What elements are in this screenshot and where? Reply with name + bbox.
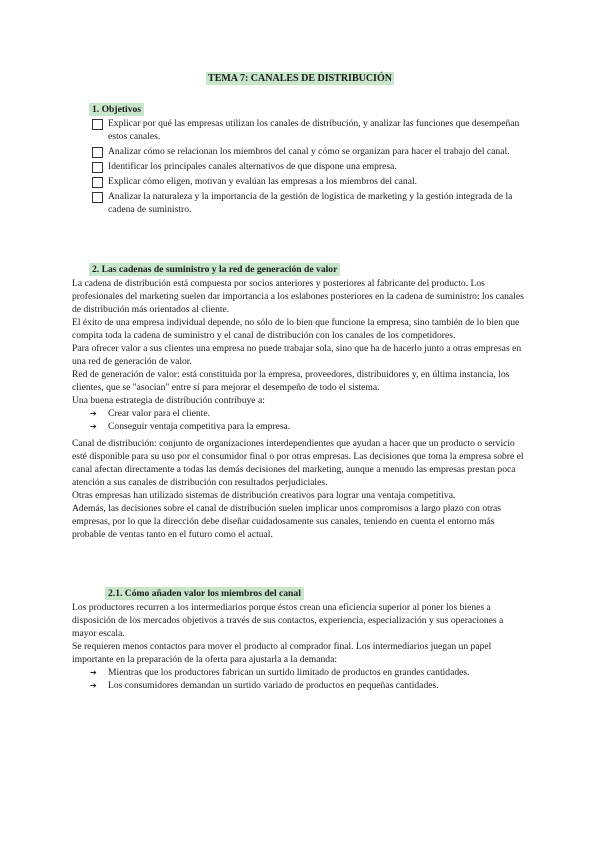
checkbox-icon[interactable]	[92, 147, 103, 158]
section2-body	[72, 277, 528, 433]
paragraph: Red de generación de valor: está constituida por la empresa, proveedores, distribuidores y, en última instancia, los clientes, que se "asocian" entre sí para mejorar el desempeño de todo el sistema.	[72, 369, 510, 393]
bullet-list	[72, 407, 528, 433]
page-title: TEMA 7: CANALES DE DISTRIBUCIÓN	[208, 73, 392, 84]
list-item: ➔ Mientras que los productores fabrican un surtido limitado de productos en grandes cantidades.	[90, 667, 470, 678]
checkbox-icon[interactable]	[92, 162, 103, 173]
checkbox-icon[interactable]	[92, 177, 103, 188]
list-item: ➔ Conseguir ventaja competitiva para la empresa.	[90, 421, 291, 432]
section-heading-objetivos: 1. Objetivos	[89, 103, 144, 116]
checklist-item: Analizar la naturaleza y la importancia de la gestión de logística de marketing y la gestión integrada de la cadena de suministro.	[90, 190, 520, 216]
checkbox-icon[interactable]	[92, 119, 103, 130]
paragraph: La cadena de distribución está compuesta por socios anteriores y posteriores al fabricante del producto. Los profesionales del marketing suelen dar importancia a los eslabones posteriores en la cadena de suministro: los canales de distribución más orientados al cliente.	[72, 278, 524, 315]
list-item: ➔ Los consumidores demandan un surtido variado de productos en pequeñas cantidades.	[90, 680, 439, 691]
subsection-heading-valor: 2.1. Cómo añaden valor los miembros del canal	[105, 587, 304, 600]
checklist-item: Explicar por qué las empresas utilizan los canales de distribución, y analizar las funciones que desempeñan estos canales.	[90, 117, 520, 143]
checkbox-icon[interactable]	[92, 192, 103, 203]
objectives-checklist	[90, 117, 520, 218]
arrow-right-icon: ➔	[90, 409, 97, 418]
checklist-item: Identificar los principales canales alternativos de que dispone una empresa.	[90, 160, 520, 173]
bullet-list	[72, 666, 528, 692]
arrow-right-icon: ➔	[90, 668, 97, 677]
checklist-item: Explicar cómo eligen, motivan y evalúan las empresas a los miembros del canal.	[90, 175, 520, 188]
list-item: ➔ Crear valor para el cliente.	[90, 408, 211, 419]
section-heading-cadenas: 2. Las cadenas de suministro y la red de generación de valor	[89, 263, 340, 276]
paragraph: Para ofrecer valor a sus clientes una empresa no puede trabajar sola, sino que ha de hacerlo junto a otras empresas en una red de generación de valor.	[72, 343, 522, 367]
paragraph: Canal de distribución: conjunto de organizaciones interdependientes que ayudan a hacer que un producto o servicio esté disponible para su uso por el consumidor final o por otras empresas. Las decisiones que toma la empresa sobre el canal afectan directamente a todas las demás decisiones del marketing, aunque a menudo las empresas prestan poca atención a sus canales de distribución con resultados perjudiciales.	[72, 438, 524, 488]
paragraph: Además, las decisiones sobre el canal de distribución suelen implicar unos compromisos a largo plazo con otras empresas, por lo que la dirección debe diseñar cuidadosamente sus canales, teniendo en cuenta el entorno más probable de ventas tanto en el futuro como el actual.	[72, 503, 502, 540]
checklist-item: Analizar cómo se relacionan los miembros del canal y cómo se organizan para hacer el trabajo del canal.	[90, 145, 520, 158]
section21-body	[72, 601, 528, 692]
arrow-right-icon: ➔	[90, 422, 97, 431]
paragraph: Otras empresas han utilizado sistemas de distribución creativos para lograr una ventaja competitiva.	[72, 490, 456, 501]
section2-body-continued	[72, 437, 528, 541]
paragraph: El éxito de una empresa individual depende, no sólo de lo bien que funcione la empresa, sino también de lo bien que compita toda la cadena de suministro y el canal de distribución con los canales de los competidores.	[72, 317, 520, 341]
paragraph: Los productores recurren a los intermediarios porque éstos crean una eficiencia superior al poner los bienes a disposición de los mercados objetivos a través de sus contactos, experiencia, especialización y sus operaciones a mayor escala.	[72, 602, 504, 639]
arrow-right-icon: ➔	[90, 681, 97, 690]
paragraph: Se requieren menos contactos para mover el producto al comprador final. Los intermediarios juegan un papel importante en la preparación de la oferta para ajustarla a la demanda:	[72, 641, 492, 665]
paragraph: Una buena estrategia de distribución contribuye a:	[72, 395, 265, 406]
